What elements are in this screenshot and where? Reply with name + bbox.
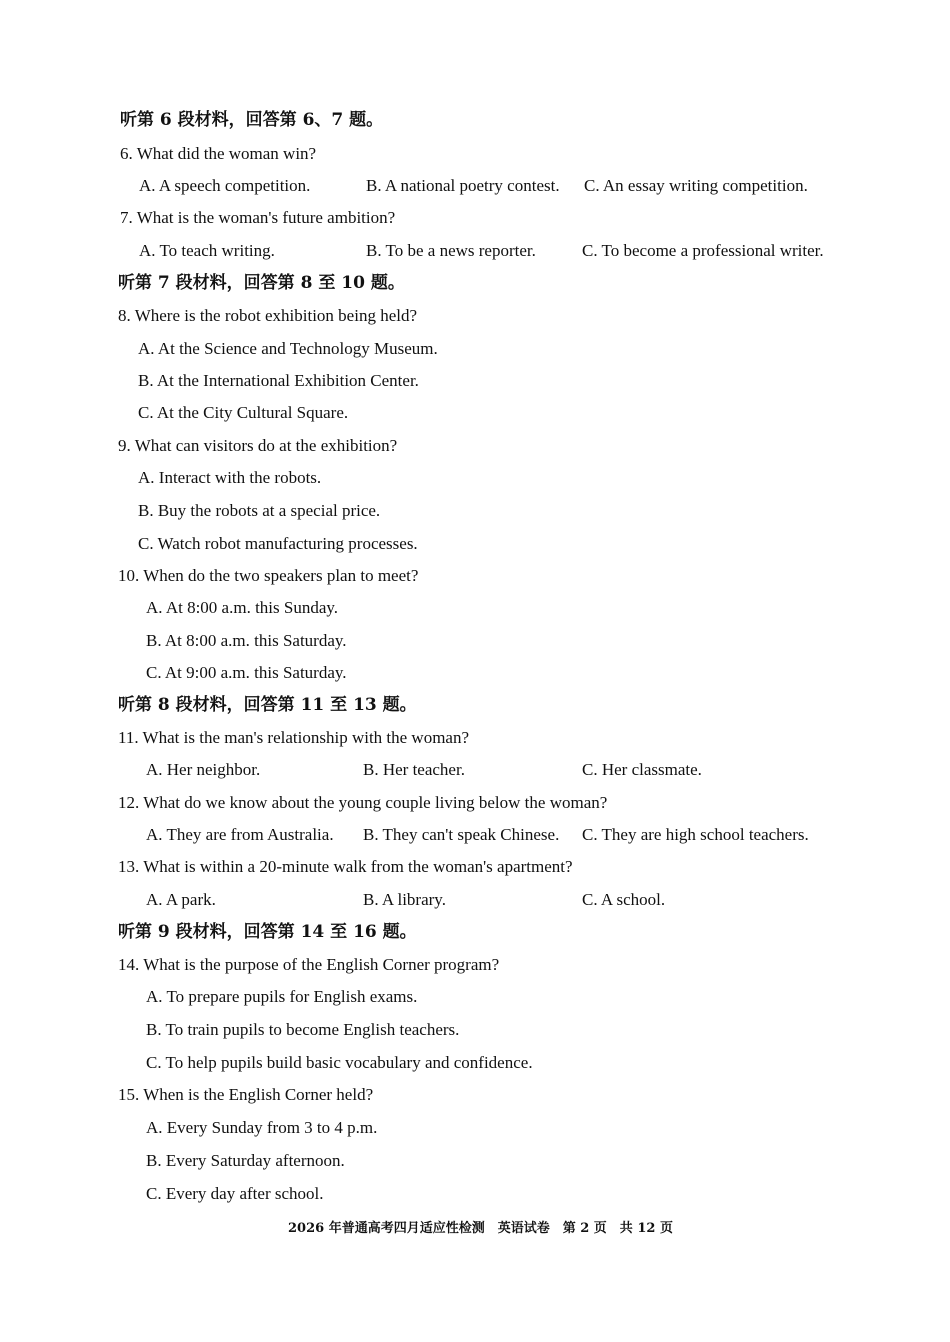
section-heading: 听第 9 段材料，回答第 14 至 16 题。 — [118, 922, 417, 942]
option-a: A. Her neighbor. — [146, 760, 261, 779]
question-stem: 14. What is the purpose of the English Corner program? — [118, 955, 500, 974]
option-b: B. At 8:00 a.m. this Saturday. — [146, 631, 347, 650]
option-b: B. To train pupils to become English teachers. — [146, 1020, 460, 1039]
option-c: C. To help pupils build basic vocabulary and confidence. — [146, 1053, 533, 1072]
option-b: B. Her teacher. — [363, 760, 465, 779]
option-c: C. At the City Cultural Square. — [138, 403, 349, 422]
option-b: B. A library. — [363, 890, 446, 909]
option-b: B. A national poetry contest. — [366, 176, 560, 195]
question-stem: 9. What can visitors do at the exhibition? — [118, 436, 398, 455]
option-c: C. An essay writing competition. — [584, 176, 808, 195]
question-stem: 7. What is the woman's future ambition? — [120, 208, 396, 227]
section-heading: 听第 6 段材料，回答第 6、7 题。 — [120, 110, 384, 130]
option-c: C. To become a professional writer. — [582, 241, 824, 260]
page-footer: 2026 年普通高考四月适应性检测 英语试卷 第 2 页 共 12 页 — [288, 1221, 673, 1236]
option-a: A. Interact with the robots. — [138, 468, 322, 487]
question-stem: 12. What do we know about the young couple living below the woman? — [118, 793, 608, 812]
option-a: A. Every Sunday from 3 to 4 p.m. — [146, 1118, 378, 1137]
option-a: A. A park. — [146, 890, 216, 909]
option-c: C. Her classmate. — [582, 760, 702, 779]
option-c: C. Watch robot manufacturing processes. — [138, 534, 418, 553]
option-b: B. At the International Exhibition Center. — [138, 371, 419, 390]
question-stem: 10. When do the two speakers plan to meet? — [118, 566, 419, 585]
question-stem: 6. What did the woman win? — [120, 144, 317, 163]
option-b: B. To be a news reporter. — [366, 241, 536, 260]
option-a: A. To teach writing. — [139, 241, 275, 260]
option-a: A. At 8:00 a.m. this Sunday. — [146, 598, 339, 617]
question-stem: 8. Where is the robot exhibition being held? — [118, 306, 418, 325]
option-a: A. At the Science and Technology Museum. — [138, 339, 438, 358]
option-c: C. At 9:00 a.m. this Saturday. — [146, 663, 347, 682]
question-stem: 11. What is the man's relationship with the woman? — [118, 728, 470, 747]
option-a: A. To prepare pupils for English exams. — [146, 987, 418, 1006]
question-stem: 13. What is within a 20-minute walk from the woman's apartment? — [118, 857, 573, 876]
option-c: C. They are high school teachers. — [582, 825, 809, 844]
option-b: B. Buy the robots at a special price. — [138, 501, 381, 520]
option-c: C. A school. — [582, 890, 666, 909]
option-b: B. Every Saturday afternoon. — [146, 1151, 345, 1170]
question-stem: 15. When is the English Corner held? — [118, 1085, 374, 1104]
section-heading: 听第 8 段材料，回答第 11 至 13 题。 — [118, 695, 417, 715]
section-heading: 听第 7 段材料，回答第 8 至 10 题。 — [118, 273, 405, 293]
option-a: A. They are from Australia. — [146, 825, 334, 844]
option-b: B. They can't speak Chinese. — [363, 825, 560, 844]
option-c: C. Every day after school. — [146, 1184, 324, 1203]
option-a: A. A speech competition. — [139, 176, 311, 195]
